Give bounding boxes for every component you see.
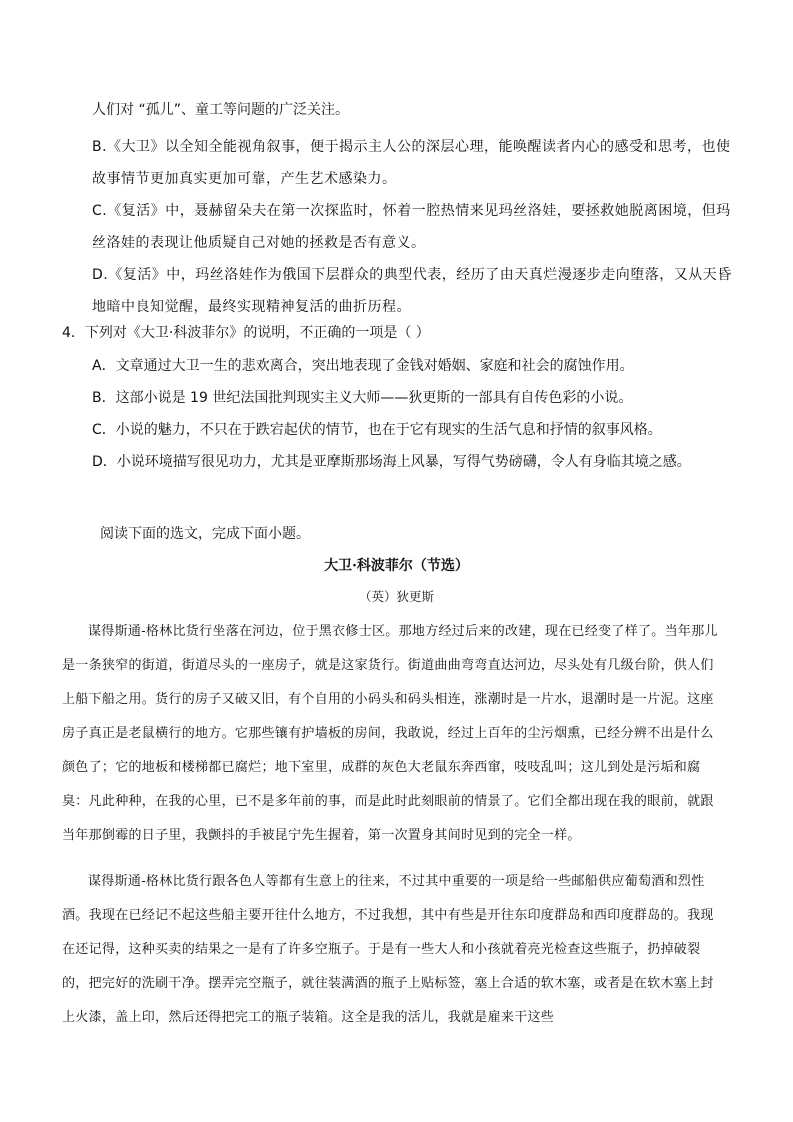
- reading-paragraph: 谋得斯通-格林比货行坐落在河边，位于黑衣修士区。那地方经过后来的改建，现在已经变了样了。当年那儿是一条狭窄的街道，街道尽头的一座房子，就是这家货行。街道曲曲弯弯直达河边，尽头处有几级台阶，供人们上船下船之用。货行的房子又破又旧，有个自用的小码头和码头相连，涨潮时是一片水，退潮时是一片泥。这座房子真正是老鼠横行的地方。它那些镶有护墙板的房间，我敢说，经过上百年的尘污烟熏，已经分辨不出是什么颜色了；它的地板和楼梯都已腐烂；地下室里，成群的灰色大老鼠东奔西窜，吱吱乱叫；这儿到处是污垢和腐臭：凡此种种，在我的心里，已不是多年前的事，而是此时此刻眼前的情景了。它们全都出现在我的眼前，就跟当年那倒霉的日子里，我颤抖的手被昆宁先生握着，第一次置身其间时见到的完全一样。: [62, 624, 718, 843]
- q3-option-b: B.《大卫》以全知全能视角叙事，便于揭示主人公的深层心理，能唤醒读者内心的感受和思考，也使故事情节更加真实更加可靠，产生艺术感染力。: [92, 139, 731, 187]
- reading-author: （英）狄更斯: [358, 589, 434, 604]
- q4-option-d: D．小说环境描写很见功力，尤其是亚摩斯那场海上风暴，写得气势磅礴，令人有身临其境之感。: [92, 454, 691, 470]
- q4-option-a: A．文章通过大卫一生的悲欢离合，突出地表现了金钱对婚姻、家庭和社会的腐蚀作用。: [92, 358, 634, 374]
- q3-option-d: D.《复活》中，玛丝洛娃作为俄国下层群众的典型代表，经历了由天真烂漫逐步走向堕落，又从天昏地暗中良知觉醒，最终实现精神复活的曲折历程。: [92, 267, 732, 315]
- reading-title: 大卫·科波菲尔（节选）: [324, 558, 469, 574]
- reading-paragraph: 谋得斯通-格林比货行跟各色人等都有生意上的往来，不过其中重要的一项是给一些邮船供应葡萄酒和烈性酒。我现在已经记不起这些船主要开往什么地方，不过我想，其中有些是开往东印度群岛和西印度群岛的。我现在还记得，这种买卖的结果之一是有了许多空瓶子。于是有一些大人和小孩就着亮光检查这些瓶子，扔掉破裂的，把完好的洗刷干净。摆弄完空瓶子，就往装满酒的瓶子上贴标签，塞上合适的软木塞，或者是在软木塞上封上火漆，盖上印，然后还得把完工的瓶子装箱。这全是我的活儿，我就是雇来干这些: [62, 874, 714, 1025]
- reading-instruction: 阅读下面的选文，完成下面小题。: [100, 526, 310, 542]
- q3-option-c: C.《复活》中，聂赫留朵夫在第一次探监时，怀着一腔热情来见玛丝洛娃，要拯救她脱离困境，但玛丝洛娃的表现让他质疑自己对她的拯救是否有意义。: [92, 203, 731, 251]
- q4-option-c: C．小说的魅力，不只在于跌宕起伏的情节，也在于它有现实的生活气息和抒情的叙事风格。: [92, 422, 662, 438]
- q3-continuation-line: 人们对 “孤儿”、童工等问题的广泛关注。: [92, 102, 349, 118]
- q4-stem: 4．下列对《大卫·科波菲尔》的说明，不正确的一项是（ ）: [62, 325, 430, 341]
- q4-option-b: B．这部小说是 19 世纪法国批判现实主义大师——狄更斯的一部具有自传色彩的小说。: [92, 390, 633, 406]
